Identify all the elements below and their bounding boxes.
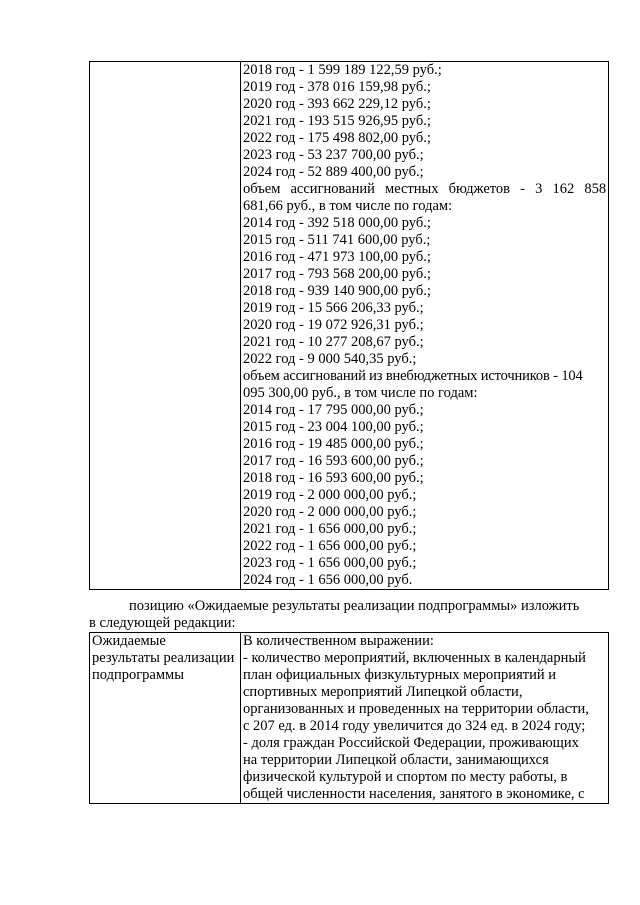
funding-line: 2018 год - 1 599 189 122,59 руб.; bbox=[243, 62, 442, 78]
instruction-paragraph bbox=[89, 598, 606, 632]
extrabudgetary-heading-line: объем ассигнований из внебюджетных источников - 104 bbox=[243, 368, 583, 384]
label-line: подпрограммы bbox=[92, 667, 184, 683]
funding-line: 2023 год - 53 237 700,00 руб.; bbox=[243, 147, 424, 163]
funding-line: 2015 год - 23 004 100,00 руб.; bbox=[243, 419, 424, 435]
result-line: с 207 ед. в 2014 году увеличится до 324 ед. в 2024 году; bbox=[243, 718, 586, 734]
expected-results-content-cell bbox=[241, 633, 609, 804]
funding-line: 2021 год - 1 656 000,00 руб.; bbox=[243, 521, 417, 537]
funding-line: 2024 год - 52 889 400,00 руб.; bbox=[243, 164, 424, 180]
instruction-line: в следующей редакции: bbox=[89, 615, 236, 631]
funding-line: 2020 год - 2 000 000,00 руб.; bbox=[243, 504, 417, 520]
funding-line: 2017 год - 16 593 600,00 руб.; bbox=[243, 453, 424, 469]
funding-line: 2018 год - 939 140 900,00 руб.; bbox=[243, 283, 431, 299]
funding-line: 2018 год - 16 593 600,00 руб.; bbox=[243, 470, 424, 486]
funding-line: 2016 год - 471 973 100,00 руб.; bbox=[243, 249, 431, 265]
label-line: результаты реализации bbox=[92, 650, 235, 666]
financing-table-continued bbox=[89, 61, 609, 590]
funding-line: 2022 год - 1 656 000,00 руб.; bbox=[243, 538, 417, 554]
table-row bbox=[90, 62, 609, 590]
funding-line: 2021 год - 193 515 926,95 руб.; bbox=[243, 113, 431, 129]
funding-line: 2023 год - 1 656 000,00 руб.; bbox=[243, 555, 417, 571]
result-line: организованных и проведенных на территории области, bbox=[243, 701, 589, 717]
funding-line: 2014 год - 392 518 000,00 руб.; bbox=[243, 215, 431, 231]
funding-line: 2022 год - 175 498 802,00 руб.; bbox=[243, 130, 431, 146]
funding-line: 2021 год - 10 277 208,67 руб.; bbox=[243, 334, 424, 350]
funding-line: 2019 год - 2 000 000,00 руб.; bbox=[243, 487, 417, 503]
funding-line: 2020 год - 393 662 229,12 руб.; bbox=[243, 96, 431, 112]
funding-line: 2019 год - 15 566 206,33 руб.; bbox=[243, 300, 424, 316]
expected-results-label-cell bbox=[90, 633, 241, 804]
left-cell-empty bbox=[90, 62, 241, 590]
funding-line: 2014 год - 17 795 000,00 руб.; bbox=[243, 402, 424, 418]
funding-line: 2024 год - 1 656 000,00 руб. bbox=[243, 572, 413, 588]
result-line: на территории Липецкой области, занимающихся bbox=[243, 752, 549, 768]
funding-line: 2022 год - 9 000 540,35 руб.; bbox=[243, 351, 417, 367]
result-line: - доля граждан Российской Федерации, проживающих bbox=[243, 735, 579, 751]
label-line: Ожидаемые bbox=[92, 633, 166, 649]
instruction-line: позицию «Ожидаемые результаты реализации подпрограммы» изложить bbox=[129, 598, 580, 614]
financing-by-year-cell bbox=[241, 62, 609, 590]
result-line: физической культурой и спортом по месту работы, в bbox=[243, 769, 568, 785]
result-line: план официальных физкультурных мероприятий и bbox=[243, 667, 556, 683]
result-line: - количество мероприятий, включенных в календарный bbox=[243, 650, 586, 666]
result-line: В количественном выражении: bbox=[243, 633, 434, 649]
expected-results-table bbox=[89, 632, 609, 804]
table-row bbox=[90, 633, 609, 804]
result-line: спортивных мероприятий Липецкой области, bbox=[243, 684, 523, 700]
funding-line: 2020 год - 19 072 926,31 руб.; bbox=[243, 317, 424, 333]
result-line: общей численности населения, занятого в экономике, с bbox=[243, 786, 585, 802]
funding-line: 2015 год - 511 741 600,00 руб.; bbox=[243, 232, 431, 248]
funding-line: 2017 год - 793 568 200,00 руб.; bbox=[243, 266, 431, 282]
funding-line: 2016 год - 19 485 000,00 руб.; bbox=[243, 436, 424, 452]
extrabudgetary-heading-line: 095 300,00 руб., в том числе по годам: bbox=[243, 385, 478, 401]
local-budget-heading-line: 681,66 руб., в том числе по годам: bbox=[243, 198, 453, 214]
funding-line: 2019 год - 378 016 159,98 руб.; bbox=[243, 79, 431, 95]
local-budget-heading-line: объем ассигнований местных бюджетов - 3 162 858 bbox=[243, 181, 607, 197]
